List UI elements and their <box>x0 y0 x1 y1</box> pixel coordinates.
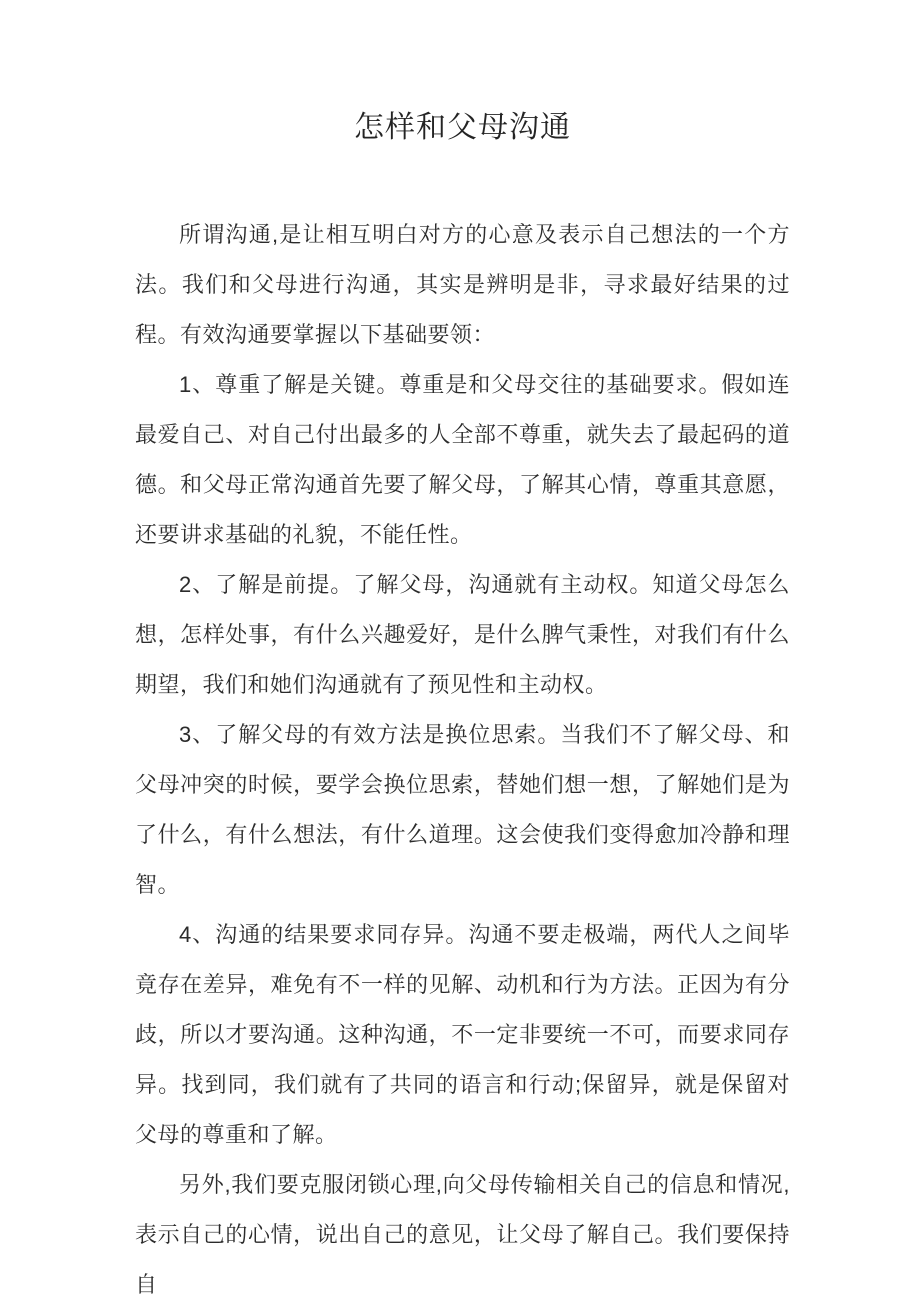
paragraph-closing: 另外,我们要克服闭锁心理,向父母传输相关自己的信息和情况,表示自己的心情，说出自己的意见，让父母了解自己。我们要保持自 <box>135 1172 790 1297</box>
paragraph-point-3: 3、了解父母的有效方法是换位思索。当我们不了解父母、和父母冲突的时候，要学会换位思索，替她们想一想，了解她们是为了什么，有什么想法，有什么道理。这会使我们变得愈加冷静和理智。 <box>135 722 790 897</box>
paragraph-point-2: 2、了解是前提。了解父母，沟通就有主动权。知道父母怎么想，怎样处事，有什么兴趣爱好，是什么脾气秉性，对我们有什么期望，我们和她们沟通就有了预见性和主动权。 <box>135 572 790 697</box>
document-title: 怎样和父母沟通 <box>354 111 571 144</box>
paragraph-point-4: 4、沟通的结果要求同存异。沟通不要走极端，两代人之间毕竟存在差异，难免有不一样的见解、动机和行为方法。正因为有分歧，所以才要沟通。这种沟通，不一定非要统一不可，而要求同存异。找到同，我们就有了共同的语言和行动;保留异，就是保留对父母的尊重和了解。 <box>135 922 790 1147</box>
document-body <box>135 210 790 1310</box>
paragraph-point-1: 1、尊重了解是关键。尊重是和父母交往的基础要求。假如连最爱自己、对自己付出最多的人全部不尊重，就失去了最起码的道德。和父母正常沟通首先要了解父母，了解其心情，尊重其意愿，还要讲求基础的礼貌，不能任性。 <box>135 372 790 547</box>
paragraph-intro: 所谓沟通,是让相互明白对方的心意及表示自己想法的一个方法。我们和父母进行沟通，其实是辨明是非，寻求最好结果的过程。有效沟通要掌握以下基础要领： <box>135 222 790 347</box>
